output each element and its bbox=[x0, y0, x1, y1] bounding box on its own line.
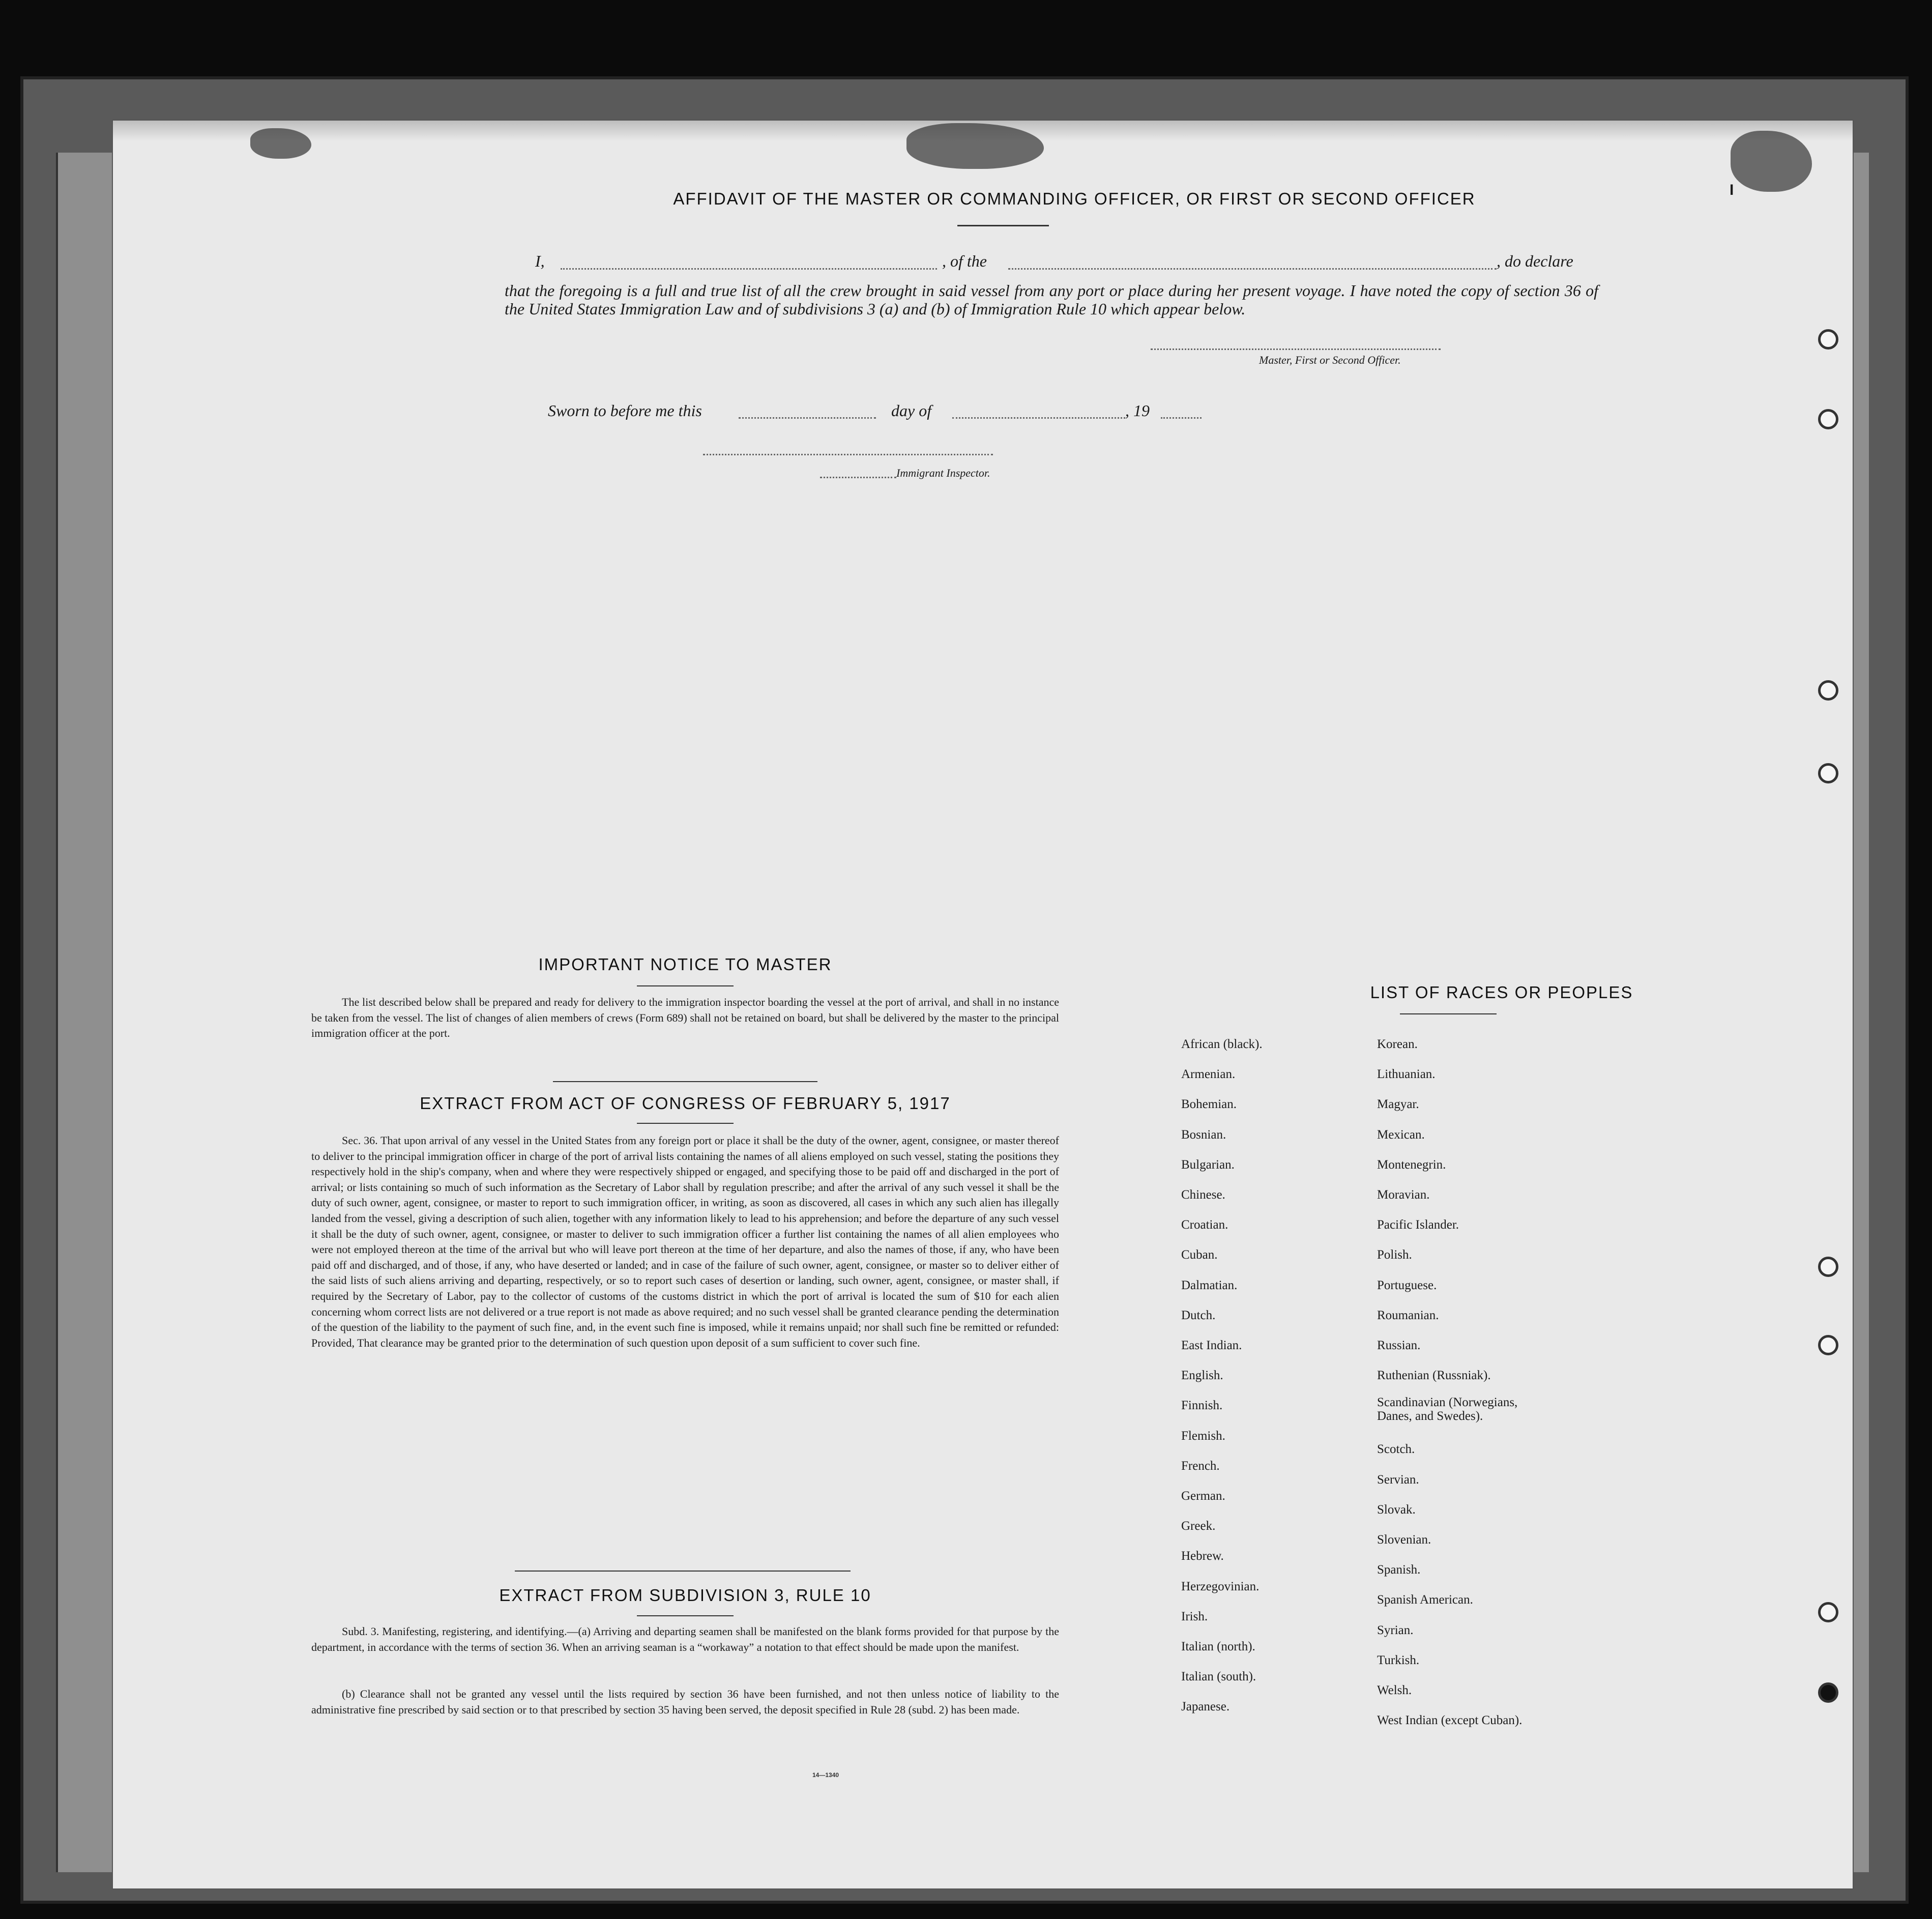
race-item: Bohemian. bbox=[1181, 1097, 1237, 1112]
race-item: Bulgarian. bbox=[1181, 1157, 1235, 1172]
form-number: 14—1340 bbox=[812, 1771, 839, 1779]
race-item: Croatian. bbox=[1181, 1218, 1228, 1232]
race-item: Portuguese. bbox=[1377, 1278, 1437, 1292]
extract-act-title: EXTRACT FROM ACT OF CONGRESS OF FEBRUARY 5, 1917 bbox=[420, 1094, 951, 1113]
affidavit-title: AFFIDAVIT OF THE MASTER OR COMMANDING OFFICER, OR FIRST OR SECOND OFFICER bbox=[673, 189, 1476, 208]
race-item: Russian. bbox=[1377, 1339, 1421, 1353]
binder-hole bbox=[1818, 763, 1838, 783]
inspector-line bbox=[703, 454, 993, 455]
race-item: East Indian. bbox=[1181, 1339, 1242, 1353]
race-item: Armenian. bbox=[1181, 1067, 1236, 1082]
race-item: Chinese. bbox=[1181, 1188, 1225, 1202]
extract-rule-para-a: Subd. 3. Manifesting, registering, and identifying.—(a) Arriving and departing seamen shall be manifested on the blank forms provided for that purpose by the department, in accordance with the terms of section 36. When an arriving seaman is a “workaway” a notation to that effect should be made upon the manifest. bbox=[311, 1625, 1059, 1653]
affidavit-of-the: , of the bbox=[942, 252, 987, 270]
race-item: Scotch. bbox=[1377, 1442, 1415, 1457]
race-item: Spanish. bbox=[1377, 1563, 1421, 1577]
races-column-1 bbox=[1181, 1029, 1263, 1722]
race-item: Finnish. bbox=[1181, 1399, 1223, 1413]
race-item: Welsh. bbox=[1377, 1683, 1412, 1698]
race-item: Turkish. bbox=[1377, 1653, 1420, 1667]
notice-title: IMPORTANT NOTICE TO MASTER bbox=[538, 955, 832, 974]
extract-rule-para-b: (b) Clearance shall not be granted any vessel until the lists required by section 36 have been furnished, and not then unless notice of liability to the administrative fine prescribed by said section or to that prescribed by section 35 having been served, the deposit specified in Rule 28 (subd. 2) has been made. bbox=[311, 1688, 1059, 1716]
binder-hole bbox=[1818, 1257, 1838, 1277]
sworn-day-dots bbox=[739, 417, 876, 419]
race-item: Herzegovinian. bbox=[1181, 1579, 1260, 1593]
binder-hole bbox=[1818, 1602, 1838, 1622]
extract-rule-title: EXTRACT FROM SUBDIVISION 3, RULE 10 bbox=[499, 1586, 871, 1605]
race-item: West Indian (except Cuban). bbox=[1377, 1713, 1523, 1728]
race-item: Slovenian. bbox=[1377, 1533, 1431, 1547]
races-title: LIST OF RACES OR PEOPLES bbox=[1370, 983, 1633, 1002]
binder-hole bbox=[1818, 1682, 1838, 1703]
race-item: Moravian. bbox=[1377, 1188, 1430, 1202]
binder-hole bbox=[1818, 1335, 1838, 1355]
races-column-2 bbox=[1377, 1029, 1550, 1735]
race-item: Japanese. bbox=[1181, 1700, 1230, 1714]
race-item: Dalmatian. bbox=[1181, 1278, 1238, 1292]
signature-line bbox=[1151, 348, 1441, 350]
race-item: Servian. bbox=[1377, 1472, 1419, 1487]
race-item: Greek. bbox=[1181, 1519, 1216, 1533]
document-page bbox=[112, 120, 1854, 1889]
affidavit-declare: , do declare bbox=[1497, 252, 1573, 270]
page-mark: I bbox=[1730, 182, 1734, 198]
sworn-month-dots bbox=[952, 417, 1125, 419]
sworn-year: , 19 bbox=[1125, 401, 1150, 420]
race-item: Spanish American. bbox=[1377, 1593, 1473, 1607]
race-item: Magyar. bbox=[1377, 1097, 1419, 1112]
race-item: Montenegrin. bbox=[1377, 1157, 1446, 1172]
binder-hole bbox=[1818, 680, 1838, 701]
sworn-day-of: day of bbox=[891, 401, 932, 420]
signature-caption: Master, First or Second Officer. bbox=[1259, 354, 1401, 366]
affidavit-i: I, bbox=[535, 252, 545, 270]
affidavit-body: that the foregoing is a full and true list of all the crew brought in said vessel from any port or place during her present voyage. I have noted the copy of section 36 of the United States Immigration Law and of subdivisions 3 (a) and (b) of Immigration Rule 10 which appear below. bbox=[505, 281, 1598, 318]
name-field-dots bbox=[561, 268, 937, 270]
vessel-field-dots bbox=[1008, 268, 1497, 270]
race-item: Roumanian. bbox=[1377, 1308, 1439, 1322]
race-item: French. bbox=[1181, 1459, 1220, 1473]
race-item: German. bbox=[1181, 1489, 1225, 1503]
sworn-prefix: Sworn to before me this bbox=[548, 401, 702, 420]
race-item: English. bbox=[1181, 1369, 1223, 1383]
extract-act-body: Sec. 36. That upon arrival of any vessel in the United States from any foreign port or place it shall be the duty of the owner, agent, consignee, or master thereof to deliver to the principal immigration officer in charge of the port of arrival lists containing the names of all aliens employed on such vessel, stating the positions they respectively hold in the ship's company, when and where they were respectively shipped or engaged, and specifying those to be paid off and discharged in the port of arrival; or lists containing so much of such information as the Secretary of Labor shall by regulation prescribe; and after the arrival of any such vessel it shall be the duty of such owner, agent, consignee, or master to report to such immigration officer, in writing, as soon as discovered, all cases in which any such alien has illegally landed from the vessel, giving a description of such alien, together with any information likely to lead to his apprehension; and before the departure of any such vessel it shall be the duty of such owner, agent, consignee, or master to deliver to such immigration officer a further list containing the names of all alien employees who were not employed thereon at the time of the arrival but who will leave port thereon at the time of her departure, and also the names of those, if any, who have been paid off and discharged, and of those, if any, who have deserted or landed; and in case of the failure of such owner, agent, consignee, or master so to deliver either of the said lists of such aliens arriving and departing, respectively, or so to report such cases of desertion or landing, such owner, agent, consignee, or master shall, if required by the Secretary of Labor, pay to the collector of customs of the customs district in which the port of arrival is located the sum of $10 for each alien concerning whom correct lists are not delivered or a true report is not made as above required; and no such vessel shall be granted clearance pending the determination of the question of the liability to the payment of such fine, and, in the event such fine is imposed, while it remains unpaid; nor shall such fine be remitted or refunded: Provided, That clearance may be granted prior to the determination of such question upon deposit of a sum sufficient to cover such fine. bbox=[311, 1134, 1059, 1349]
race-item: Irish. bbox=[1181, 1609, 1208, 1623]
race-item: Italian (north). bbox=[1181, 1640, 1255, 1654]
race-item: Korean. bbox=[1377, 1037, 1418, 1051]
inspector-caption: Immigrant Inspector. bbox=[896, 467, 990, 479]
race-item: Syrian. bbox=[1377, 1623, 1414, 1637]
binder-hole bbox=[1818, 409, 1838, 429]
race-item: Hebrew. bbox=[1181, 1549, 1224, 1563]
race-item: Pacific Islander. bbox=[1377, 1218, 1459, 1232]
race-item: Italian (south). bbox=[1181, 1670, 1256, 1684]
race-item: Flemish. bbox=[1181, 1429, 1225, 1443]
race-item: African (black). bbox=[1181, 1037, 1263, 1051]
race-item: Cuban. bbox=[1181, 1248, 1218, 1262]
race-item: Dutch. bbox=[1181, 1308, 1216, 1322]
race-item: Lithuanian. bbox=[1377, 1067, 1436, 1082]
race-item: Ruthenian (Russniak). bbox=[1377, 1369, 1491, 1383]
notice-body: The list described below shall be prepared and ready for delivery to the immigration inspector boarding the vessel at the port of arrival, and shall in no instance be taken from the vessel. The list of changes of alien members of crews (Form 689) shall not be retained on board, but shall be delivered by the master to the principal immigration officer at the port. bbox=[311, 996, 1059, 1040]
race-item: Mexican. bbox=[1377, 1127, 1425, 1142]
race-item: Slovak. bbox=[1377, 1502, 1416, 1517]
race-item: Bosnian. bbox=[1181, 1127, 1226, 1142]
race-item: Polish. bbox=[1377, 1248, 1412, 1262]
race-item: Scandinavian (Norwegians, Danes, and Swedes). bbox=[1377, 1395, 1518, 1423]
binder-hole bbox=[1818, 329, 1838, 350]
